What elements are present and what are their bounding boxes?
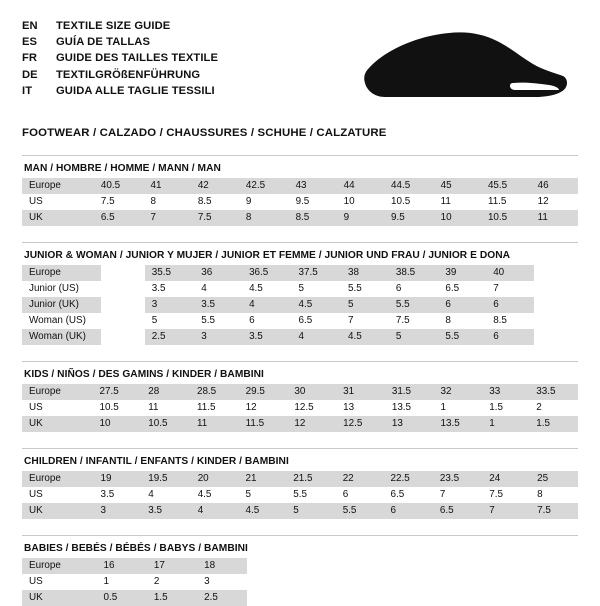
size-cell: 4 xyxy=(292,329,341,345)
size-cell: 12 xyxy=(287,416,336,432)
size-cell xyxy=(389,558,436,574)
size-cell: 45.5 xyxy=(481,178,531,194)
size-cell xyxy=(534,265,578,281)
table-row xyxy=(22,574,578,590)
table-row xyxy=(22,487,578,503)
language-title-row xyxy=(22,67,218,83)
size-cell: 7.5 xyxy=(389,313,438,329)
size-cell: 29.5 xyxy=(239,384,288,400)
size-cell: 42 xyxy=(191,178,239,194)
size-cell: 6.5 xyxy=(433,503,482,519)
row-label: Europe xyxy=(22,471,93,487)
size-cell: 9.5 xyxy=(384,210,434,226)
size-cell: 21.5 xyxy=(286,471,335,487)
row-label: UK xyxy=(22,590,97,606)
size-cell xyxy=(247,590,294,606)
size-cell xyxy=(483,558,530,574)
row-label: Woman (UK) xyxy=(22,329,101,345)
table-row xyxy=(22,313,578,329)
size-cell: 6 xyxy=(389,281,438,297)
size-cell: 4.5 xyxy=(341,329,389,345)
group-heading: KIDS / NIÑOS / DES GAMINS / KINDER / BAMBINI xyxy=(24,369,264,380)
size-cell xyxy=(389,590,436,606)
size-cell: 6.5 xyxy=(383,487,432,503)
table-row xyxy=(22,590,578,606)
size-cell: 8 xyxy=(530,487,578,503)
size-table xyxy=(22,471,578,519)
language-code: ES xyxy=(22,36,38,49)
size-cell xyxy=(295,590,342,606)
size-cell xyxy=(534,329,578,345)
size-cell: 45 xyxy=(434,178,481,194)
size-cell: 7 xyxy=(482,503,530,519)
table-row xyxy=(22,416,578,432)
language-guide-title: TEXTILGRÖßENFÜHRUNG xyxy=(56,68,201,81)
size-cell: 5.5 xyxy=(438,329,486,345)
size-cell: 30 xyxy=(287,384,336,400)
size-cell: 1 xyxy=(482,416,529,432)
size-group xyxy=(22,448,578,519)
language-title-row xyxy=(22,50,218,66)
size-cell: 4.5 xyxy=(191,487,239,503)
size-cell: 42.5 xyxy=(239,178,289,194)
size-cell: 3 xyxy=(197,574,247,590)
size-cell: 21 xyxy=(238,471,286,487)
size-cell xyxy=(101,313,145,329)
size-cell: 40 xyxy=(486,265,534,281)
size-cell xyxy=(436,590,483,606)
size-cell: 8.5 xyxy=(486,313,534,329)
size-cell: 5.5 xyxy=(336,503,384,519)
language-guide-title: GUIDA ALLE TAGLIE TESSILI xyxy=(56,84,215,97)
size-cell: 4 xyxy=(194,281,242,297)
table-row xyxy=(22,178,578,194)
size-cell: 6 xyxy=(336,487,384,503)
size-cell: 39 xyxy=(438,265,486,281)
size-cell: 11.5 xyxy=(481,194,531,210)
size-cell: 4.5 xyxy=(242,281,291,297)
language-title-row xyxy=(22,34,218,50)
size-cell: 31 xyxy=(336,384,385,400)
size-cell: 11 xyxy=(434,194,481,210)
table-row xyxy=(22,281,578,297)
size-cell: 5 xyxy=(145,313,194,329)
row-label: Woman (US) xyxy=(22,313,101,329)
size-cell xyxy=(295,558,342,574)
size-cell: 8 xyxy=(239,210,289,226)
size-cell xyxy=(247,574,294,590)
size-cell: 27.5 xyxy=(93,384,142,400)
size-cell xyxy=(531,558,578,574)
size-cell: 35.5 xyxy=(145,265,194,281)
size-cell: 5.5 xyxy=(286,487,335,503)
language-guide-title: GUIDE DES TAILLES TEXTILE xyxy=(56,52,219,65)
size-tables-container xyxy=(22,155,578,606)
size-cell: 2.5 xyxy=(145,329,194,345)
size-cell: 43 xyxy=(289,178,337,194)
size-cell: 11 xyxy=(141,400,190,416)
size-cell: 16 xyxy=(97,558,147,574)
size-cell: 10.5 xyxy=(93,400,142,416)
size-cell: 9 xyxy=(239,194,289,210)
size-cell: 11 xyxy=(531,210,578,226)
size-cell: 1 xyxy=(97,574,147,590)
size-cell: 10.5 xyxy=(141,416,190,432)
size-cell: 5.5 xyxy=(341,281,389,297)
size-cell: 44 xyxy=(337,178,384,194)
group-heading: MAN / HOMBRE / HOMME / MANN / MAN xyxy=(24,163,221,174)
size-cell xyxy=(534,281,578,297)
size-cell: 4 xyxy=(242,297,291,313)
size-cell: 46 xyxy=(531,178,578,194)
size-cell: 1.5 xyxy=(529,416,578,432)
language-code: EN xyxy=(22,20,38,32)
language-title-list xyxy=(22,18,218,99)
size-cell: 37.5 xyxy=(292,265,341,281)
size-cell: 44.5 xyxy=(384,178,434,194)
row-label: UK xyxy=(22,503,93,519)
group-heading: CHILDREN / INFANTIL / ENFANTS / KINDER / BAMBINI xyxy=(24,456,289,467)
size-cell: 41 xyxy=(144,178,191,194)
size-table xyxy=(22,384,578,432)
group-divider xyxy=(22,448,578,449)
size-cell: 8.5 xyxy=(191,194,239,210)
size-cell: 5 xyxy=(292,281,341,297)
size-cell: 7.5 xyxy=(191,210,239,226)
size-table xyxy=(22,178,578,226)
size-cell xyxy=(247,558,294,574)
size-cell: 12 xyxy=(531,194,578,210)
table-row xyxy=(22,400,578,416)
row-label: Europe xyxy=(22,265,101,281)
size-cell: 4.5 xyxy=(292,297,341,313)
size-cell: 3.5 xyxy=(194,297,242,313)
size-cell: 24 xyxy=(482,471,530,487)
row-label: Junior (US) xyxy=(22,281,101,297)
size-cell xyxy=(342,574,389,590)
size-cell: 36.5 xyxy=(242,265,291,281)
size-cell: 0.5 xyxy=(97,590,147,606)
size-cell: 10.5 xyxy=(384,194,434,210)
table-row xyxy=(22,471,578,487)
size-cell: 32 xyxy=(434,384,483,400)
size-cell: 6 xyxy=(486,297,534,313)
size-cell: 10 xyxy=(434,210,481,226)
size-cell xyxy=(342,590,389,606)
table-row xyxy=(22,384,578,400)
size-cell: 23.5 xyxy=(433,471,482,487)
size-cell xyxy=(534,313,578,329)
size-cell: 4.5 xyxy=(238,503,286,519)
row-label: US xyxy=(22,487,93,503)
size-cell: 25 xyxy=(530,471,578,487)
group-heading: JUNIOR & WOMAN / JUNIOR Y MUJER / JUNIOR ET FEMME / JUNIOR UND FRAU / JUNIOR E DONA xyxy=(24,250,511,261)
size-cell: 19 xyxy=(93,471,141,487)
size-cell xyxy=(101,329,145,345)
size-cell: 6 xyxy=(486,329,534,345)
row-label: US xyxy=(22,400,93,416)
size-cell: 7 xyxy=(433,487,482,503)
table-row xyxy=(22,503,578,519)
size-cell: 13.5 xyxy=(434,416,483,432)
table-row xyxy=(22,558,578,574)
group-divider xyxy=(22,535,578,536)
size-cell: 9 xyxy=(337,210,384,226)
size-cell xyxy=(101,281,145,297)
row-label: US xyxy=(22,574,97,590)
row-label: Europe xyxy=(22,384,93,400)
size-cell: 5 xyxy=(389,329,438,345)
size-cell: 4 xyxy=(191,503,239,519)
size-group xyxy=(22,535,578,606)
row-label: Junior (UK) xyxy=(22,297,101,313)
size-cell: 7 xyxy=(341,313,389,329)
language-guide-title: TEXTILE SIZE GUIDE xyxy=(56,20,171,32)
size-cell: 5 xyxy=(238,487,286,503)
language-code: IT xyxy=(22,84,33,97)
size-cell: 10.5 xyxy=(481,210,531,226)
size-cell: 12.5 xyxy=(287,400,336,416)
size-cell xyxy=(534,297,578,313)
size-cell: 8 xyxy=(144,194,191,210)
size-cell: 11.5 xyxy=(190,400,239,416)
size-cell: 12 xyxy=(239,400,288,416)
size-cell: 3.5 xyxy=(93,487,141,503)
group-divider xyxy=(22,242,578,243)
size-cell: 33 xyxy=(482,384,529,400)
size-cell: 40.5 xyxy=(94,178,144,194)
dress-shoe-icon xyxy=(363,28,568,110)
size-cell xyxy=(483,590,530,606)
size-cell: 5 xyxy=(286,503,335,519)
size-cell xyxy=(389,574,436,590)
size-cell: 7 xyxy=(144,210,191,226)
group-heading: BABIES / BEBÉS / BÉBÉS / BABYS / BAMBINI xyxy=(24,543,248,554)
size-cell: 3.5 xyxy=(141,503,190,519)
table-row xyxy=(22,329,578,345)
row-label: UK xyxy=(22,416,93,432)
size-group xyxy=(22,242,578,345)
language-title-row xyxy=(22,83,218,99)
size-cell: 38.5 xyxy=(389,265,438,281)
size-cell: 3.5 xyxy=(145,281,194,297)
size-cell: 36 xyxy=(194,265,242,281)
table-row xyxy=(22,210,578,226)
size-cell: 17 xyxy=(147,558,197,574)
language-guide-title: GUÍA DE TALLAS xyxy=(56,36,151,49)
size-cell: 28.5 xyxy=(190,384,239,400)
size-cell: 5.5 xyxy=(194,313,242,329)
size-table xyxy=(22,265,578,345)
size-cell: 12.5 xyxy=(336,416,385,432)
size-cell: 3 xyxy=(145,297,194,313)
size-cell: 31.5 xyxy=(385,384,434,400)
size-cell: 6.5 xyxy=(94,210,144,226)
size-cell: 11 xyxy=(190,416,239,432)
size-cell: 2 xyxy=(529,400,578,416)
size-cell: 6 xyxy=(383,503,432,519)
size-cell xyxy=(342,558,389,574)
size-cell: 22 xyxy=(336,471,384,487)
size-cell: 19.5 xyxy=(141,471,190,487)
language-title-row xyxy=(22,18,218,34)
size-cell: 4 xyxy=(141,487,190,503)
size-cell: 1.5 xyxy=(147,590,197,606)
size-cell: 7.5 xyxy=(94,194,144,210)
size-cell: 7.5 xyxy=(530,503,578,519)
table-row xyxy=(22,194,578,210)
row-label: UK xyxy=(22,210,94,226)
size-cell: 7.5 xyxy=(482,487,530,503)
size-cell xyxy=(295,574,342,590)
size-cell xyxy=(531,590,578,606)
size-cell: 33.5 xyxy=(529,384,578,400)
size-cell: 7 xyxy=(486,281,534,297)
size-cell: 6.5 xyxy=(438,281,486,297)
size-cell: 2.5 xyxy=(197,590,247,606)
size-group xyxy=(22,155,578,226)
size-cell xyxy=(101,297,145,313)
document-header xyxy=(22,18,578,110)
size-cell: 6 xyxy=(438,297,486,313)
size-cell: 13.5 xyxy=(385,400,434,416)
size-cell: 13 xyxy=(336,400,385,416)
table-row xyxy=(22,297,578,313)
size-cell: 8 xyxy=(438,313,486,329)
size-cell: 1 xyxy=(434,400,483,416)
size-cell: 11.5 xyxy=(239,416,288,432)
row-label: Europe xyxy=(22,558,97,574)
language-code: DE xyxy=(22,68,38,81)
size-cell: 3 xyxy=(194,329,242,345)
size-cell: 9.5 xyxy=(289,194,337,210)
size-cell: 13 xyxy=(385,416,434,432)
size-cell: 22.5 xyxy=(383,471,432,487)
table-row xyxy=(22,265,578,281)
group-divider xyxy=(22,155,578,156)
footwear-section-title: FOOTWEAR / CALZADO / CHAUSSURES / SCHUHE / CALZATURE xyxy=(22,127,387,139)
size-cell: 2 xyxy=(147,574,197,590)
size-cell xyxy=(531,574,578,590)
size-cell: 6.5 xyxy=(292,313,341,329)
language-code: FR xyxy=(22,52,38,65)
size-cell: 8.5 xyxy=(289,210,337,226)
size-cell: 18 xyxy=(197,558,247,574)
size-cell: 5.5 xyxy=(389,297,438,313)
size-cell: 28 xyxy=(141,384,190,400)
size-cell xyxy=(483,574,530,590)
size-cell: 5 xyxy=(341,297,389,313)
size-cell: 20 xyxy=(191,471,239,487)
size-cell: 6 xyxy=(242,313,291,329)
size-cell xyxy=(436,558,483,574)
size-cell: 1.5 xyxy=(482,400,529,416)
row-label: Europe xyxy=(22,178,94,194)
size-cell: 3 xyxy=(93,503,141,519)
size-cell: 10 xyxy=(337,194,384,210)
size-cell: 38 xyxy=(341,265,389,281)
size-cell xyxy=(436,574,483,590)
size-cell xyxy=(101,265,145,281)
size-cell: 3.5 xyxy=(242,329,291,345)
group-divider xyxy=(22,361,578,362)
size-table xyxy=(22,558,578,606)
row-label: US xyxy=(22,194,94,210)
size-cell: 10 xyxy=(93,416,142,432)
size-group xyxy=(22,361,578,432)
